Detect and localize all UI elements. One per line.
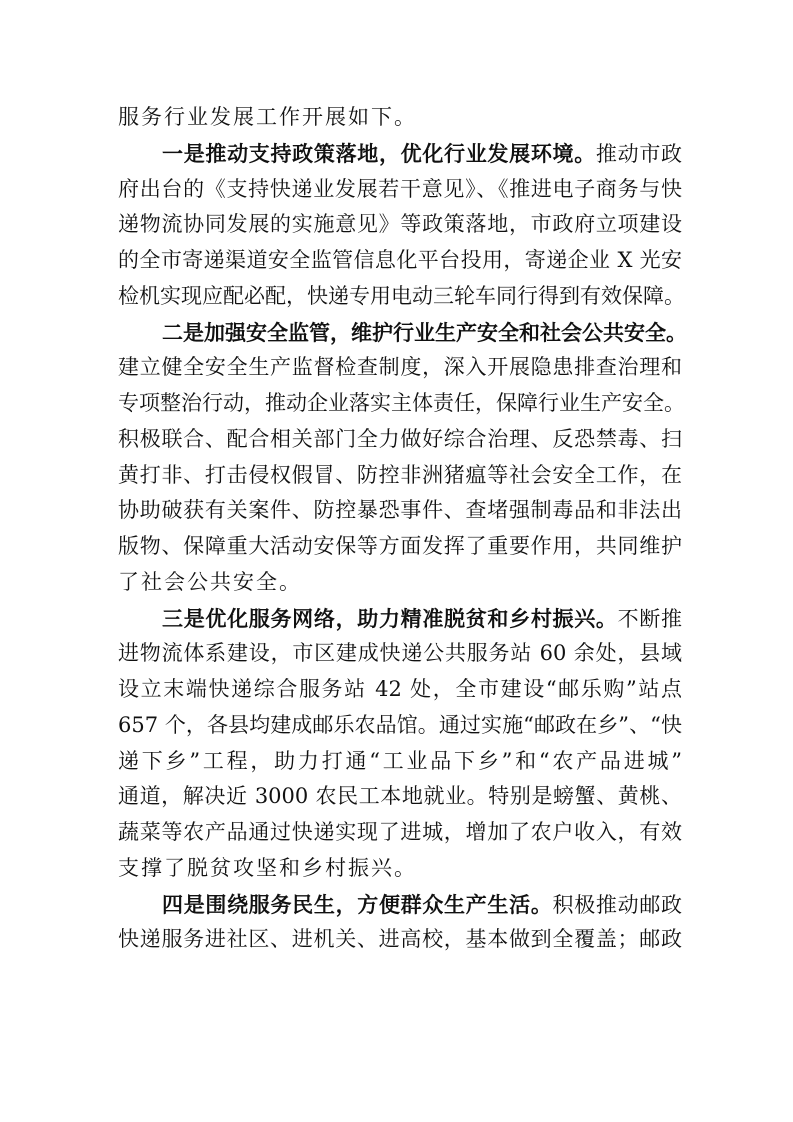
line-text: 积极联合、配合相关部门全力做好综合治理、反恐禁毒、扫	[118, 426, 682, 451]
text-line	[118, 565, 682, 601]
text-line	[118, 422, 682, 458]
text-line	[118, 136, 682, 172]
text-line	[118, 529, 682, 565]
text-line	[118, 815, 682, 851]
text-line	[118, 172, 682, 208]
text-line	[118, 315, 687, 351]
text-line	[118, 458, 682, 494]
paragraph-heading: 二是加强安全监管，维护行业生产安全和社会公共安全。	[162, 319, 687, 345]
line-text: 快递服务进社区、进机关、进高校，基本做到全覆盖；邮政	[118, 927, 682, 952]
text-line	[118, 279, 685, 315]
text-line	[118, 243, 682, 279]
line-text: 递物流协同发展的实施意见》等政策落地，市政府立项建设	[118, 212, 682, 237]
text-line	[118, 493, 682, 529]
text-line	[118, 887, 682, 923]
line-text: 建立健全安全生产监督检查制度，深入开展隐患排查治理和	[118, 355, 682, 380]
document-body	[118, 100, 687, 958]
text-line	[118, 922, 682, 958]
text-line	[118, 207, 682, 243]
line-text: 支撑了脱贫攻坚和乡村振兴。	[118, 855, 417, 880]
text-line	[118, 350, 682, 386]
line-text: 服务行业发展工作开展如下。	[118, 105, 417, 129]
paragraph-heading: 三是优化服务网络，助力精准脱贫和乡村振兴。	[162, 605, 618, 631]
line-text: 的全市寄递渠道安全监管信息化平台投用，寄递企业 X 光安	[118, 248, 682, 272]
line-text: 黄打非、打击侵权假冒、防控非洲猪瘟等社会安全工作，在	[118, 462, 682, 487]
line-text: 657 个，各县均建成邮乐农品馆。通过实施“邮政在乡”、“快	[118, 712, 682, 737]
line-text: 推动市政	[595, 141, 683, 166]
line-text: 检机实现应配必配，快递专用电动三轮车同行得到有效保障。	[118, 283, 685, 308]
paragraph-heading: 四是围绕服务民生，方便群众生产生活。	[162, 891, 553, 917]
text-line	[118, 672, 682, 708]
text-line	[118, 744, 682, 780]
text-line	[118, 386, 685, 422]
line-text: 通道，解决近 3000 农民工本地就业。特别是螃蟹、黄桃、	[118, 784, 682, 809]
line-text: 进物流体系建设，市区建成快递公共服务站 60 余处，县域	[118, 641, 682, 666]
text-line	[118, 601, 682, 637]
line-text: 协助破获有关案件、防控暴恐事件、查堵强制毒品和非法出	[118, 498, 682, 523]
line-text: 积极推动邮政	[552, 892, 683, 917]
line-text: 递下乡”工程，助力打通“工业品下乡”和“农产品进城”	[118, 748, 682, 773]
line-text: 不断推	[617, 606, 683, 631]
text-line	[118, 708, 682, 744]
paragraph-heading: 一是推动支持政策落地，优化行业发展环境。	[162, 140, 596, 166]
text-line	[118, 851, 682, 887]
text-line	[118, 779, 682, 815]
line-text: 了社会公共安全。	[118, 569, 302, 594]
line-text: 府出台的《支持快递业发展若干意见》、《推进电子商务与快	[118, 176, 682, 201]
line-text: 版物、保障重大活动安保等方面发挥了重要作用，共同维护	[118, 534, 682, 558]
line-text: 蔬菜等农产品通过快递实现了进城，增加了农户收入，有效	[118, 820, 682, 844]
line-text: 专项整治行动，推动企业落实主体责任，保障行业生产安全。	[118, 391, 685, 415]
text-line	[118, 636, 682, 672]
line-text: 设立末端快递综合服务站 42 处，全市建设“邮乐购”站点	[118, 677, 682, 701]
text-line	[118, 100, 682, 136]
